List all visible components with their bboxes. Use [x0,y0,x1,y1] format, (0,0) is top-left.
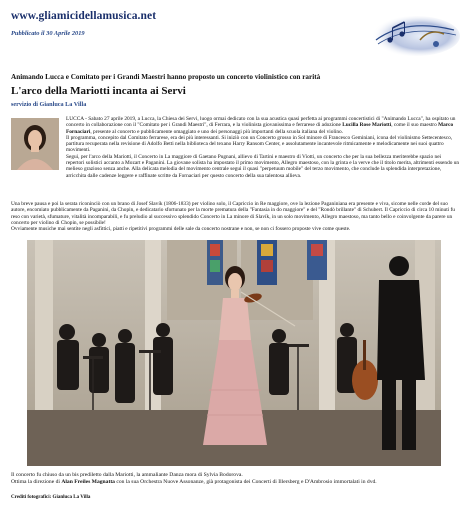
article-headline: Animando Lucca e Comitato per i Grandi Maestri hanno proposto un concerto violinistico con rarità [11,73,321,81]
article-paragraph: Seguì, per l'arco della Mariotti, il Concerto in La maggiore di Gaetano Pugnani, allievo di Tartini e maestro di Viotti, un concerto che per la sua bellezza meriterebbe spazio nei repertori solistici accanto a Mozart e Paganini. La giovane solista ha impostato il primo movimento, Allegro maestoso, con la grinta e la verve che il titolo merita, altrimenti essendo un melieso grazioso senza anche. Alla delicata melodia del movimento centrale seguì il quasi "perpetuum mobile" del terzo movimento, che conclude la splendida interpretazione, arricchita dalle cadenze leggere e raffinate scritte da Fornaciari per questo concerto della sua talentosa allieva. [66,153,460,179]
photo-caption [11,472,460,486]
concert-photo [27,240,441,466]
article-paragraph: Una breve pausa e poi la serata riconinciò con un brano di Josef Slavík (1806-1833) per violino solo, il Capriccio in Re maggiore, ove la lezione Paganiniana era presente e viva, sicome nelle corde del suo autore, encomiato pubblicamente da Paganini, da Chopin, e dedicatario sfortunato per la morte prematura della "Fantasia in do maggiore" e del "Rondò brillante" di Schubert. Il Capriccio di circa 10 minuti fu reso con varietà, sfumature, vitalità incomparabili, e fu preludio al successivo splendido Concerto in La minore di Slavík, in un solo movimento, Allegro maestoso, ma tanto bello e coinvolgente da parere un concerto per violino di Chopin, se possibile! [11,201,455,226]
article-paragraph: Ovviamente musiche mai sentite negli asfittici, piatti e ripetitivi programmi delle sale da concerto nostrane e non, se non ci fossero proposte vive come queste. [11,226,351,233]
site-title[interactable]: www.gliamicidellamusica.net [11,10,157,22]
article-body-top [66,116,460,179]
byline: servizio di Gianluca La Villa [11,101,87,108]
photo-credits: Crediti fotografici: Gianluca La Villa [11,495,91,500]
caption-line: Ottima la direzione di Alan Freiles Magnatta con la sua Orchestra Nuove Assonanze, già protagonista dei Concerti di Illersberg e D'Ambrosio immortalati in dvd. [11,479,377,485]
publication-date: Pubblicato il 30 Aprile 2019 [11,30,85,37]
caption-line: Il concerto fu chiuso da un bis prediletto dalla Mariotti, la ammaliante Danza mora di Sylvia Bodorova. [11,472,243,478]
article-body-bottom [11,201,460,232]
violinist-portrait [11,118,59,170]
article-title: L'arco della Mariotti incanta ai Servi [11,85,186,97]
article-paragraph: LUCCA - Sabato 27 aprile 2019, a Lucca, la Chiesa dei Servi, luogo ormai dedicato con la sua acustica quasi perfetta ai programmi concertistici di "Animando Lucca", ha ospitato un concerto in collaborazione con il "Comitato per i Grandi Maestri", di Ferrara, e la violinista giovanissima e ferrarese di adozione Lucilla Rose Mariotti, come il suo maestro Marco Fornaciari, presente al concerto e pubblicamente omaggiato e uno dei personaggi più importanti della scuola italiana del violino. [66,116,456,135]
music-notes-logo [356,10,460,60]
article-paragraph: Il programma, concepito dal Comitato ferrarese, era dei più interessanti. Si iniziò con un Concerto grosso in Sol minore di Francesco Geminiani, icona del violinismo Settecentesco, partitura recuperata nella revisione di Adolfo Betti nella biblioteca del texano Harry Ransom Center, e assolutamente incantevole ritmicamente e melodicamente nei suoi quattro movimenti. [66,134,453,154]
